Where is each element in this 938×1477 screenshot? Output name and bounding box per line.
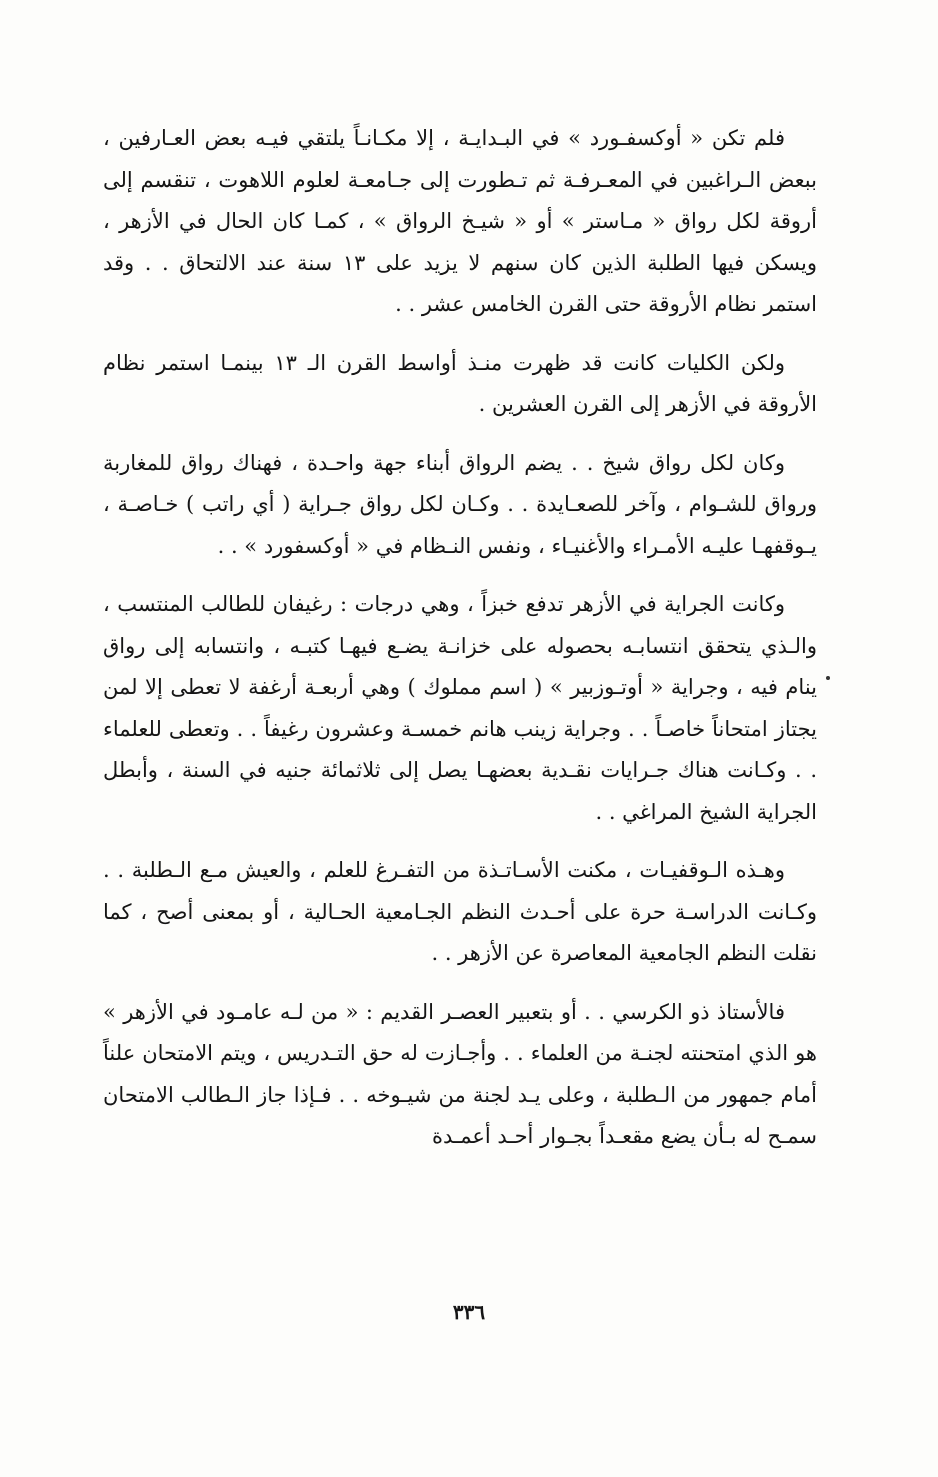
paragraph-oxford-origins: فلم تكن « أوكسفـورد » في البـدايـة ، إلا مكـانـاً يلتقي فيـه بعض العـارفين ، ببعض الـراغبين في المعـرفـة ثم تـطورت إلى جـامعـة لعلوم اللاهوت ، تنقسم إلى أروقة لكل رواق « مـاستر » أو « شيـخ الرواق » ، كمـا كان الحال في الأزهر ، ويسكن فيها الطلبة الذين كان سنهم لا يزيد على ١٣ سنة عند الالتحاق . . وقد استمر نظام الأروقة حتى القرن الخامس عشر . . — [103, 126, 817, 316]
paragraph-riwaq-sheikh: وكان لكل رواق شيخ . . يضم الرواق أبناء جهة واحـدة ، فهناك رواق للمغاربة ورواق للشـوام ، وآخر للصعـايدة . . وكـان لكل رواق جـراية ( أي راتب ) خـاصـة ، يـوقفهـا عليـه الأمـراء والأغنيـاء ، ونفس النـظام في « أوكسفورد » . . — [103, 450, 817, 558]
paragraph-professor-chair: فالأستاذ ذو الكرسي . . أو بتعبير العصـر القديم : « من لـه عامـود في الأزهر » هو الذي امتحنته لجنـة من العلماء . . وأجـازت له حق التـدريس ، ويتم الامتحان علناً أمام جمهور من الـطلبة ، وعلى يـد لجنة من شيـوخه . . فـإذا جاز الـطالب الامتحان سمـح له بـأن يضع مقعـداً بجـوار أحـد أعمـدة — [103, 999, 817, 1148]
ink-speck — [826, 676, 830, 680]
page-number: ٣٣٦ — [452, 1300, 486, 1324]
paragraph-jiraya-bread: وكانت الجراية في الأزهر تدفع خبزاً ، وهي درجات : رغيفان للطالب المنتسب ، والـذي يتحقق انتسابـه بحصوله على خزانـة يضـع فيهـا كتبـه ، وانتسابه إلى رواق ينام فيه ، وجراية « أوتـوزبير » ( اسم مملوك ) وهي أربعـة أرغفة لا تعطى إلا لمن يجتاز امتحاناً خاصـاً . . وجراية زينب هانم خمسـة وعشرون رغيفاً . . وتعطى للعلماء . . وكـانت هناك جـرايات نقـدية بعضهـا يصل إلى ثلاثمائة جنيه في السنة ، وأبطل الجراية الشيخ المراغي . . — [103, 592, 817, 824]
paragraph-colleges: ولكن الكليات كانت قد ظهرت منـذ أواسط القرن الـ ١٣ بينمـا استمر نظام الأروقة في الأزهر إلى القرن العشرين . — [103, 350, 817, 416]
body-text — [103, 118, 817, 1175]
paragraph-endowments: وهـذه الـوقفيـات ، مكنت الأسـاتـذة من التفـرغ للعلم ، والعيش مـع الـطلبة . . وكـانت الدراسـة حرة على أحـدث النظم الجـامعية الحـالية ، أو بمعنى أصح ، كما نقلت النظم الجامعية المعاصرة عن الأزهر . . — [103, 858, 817, 965]
